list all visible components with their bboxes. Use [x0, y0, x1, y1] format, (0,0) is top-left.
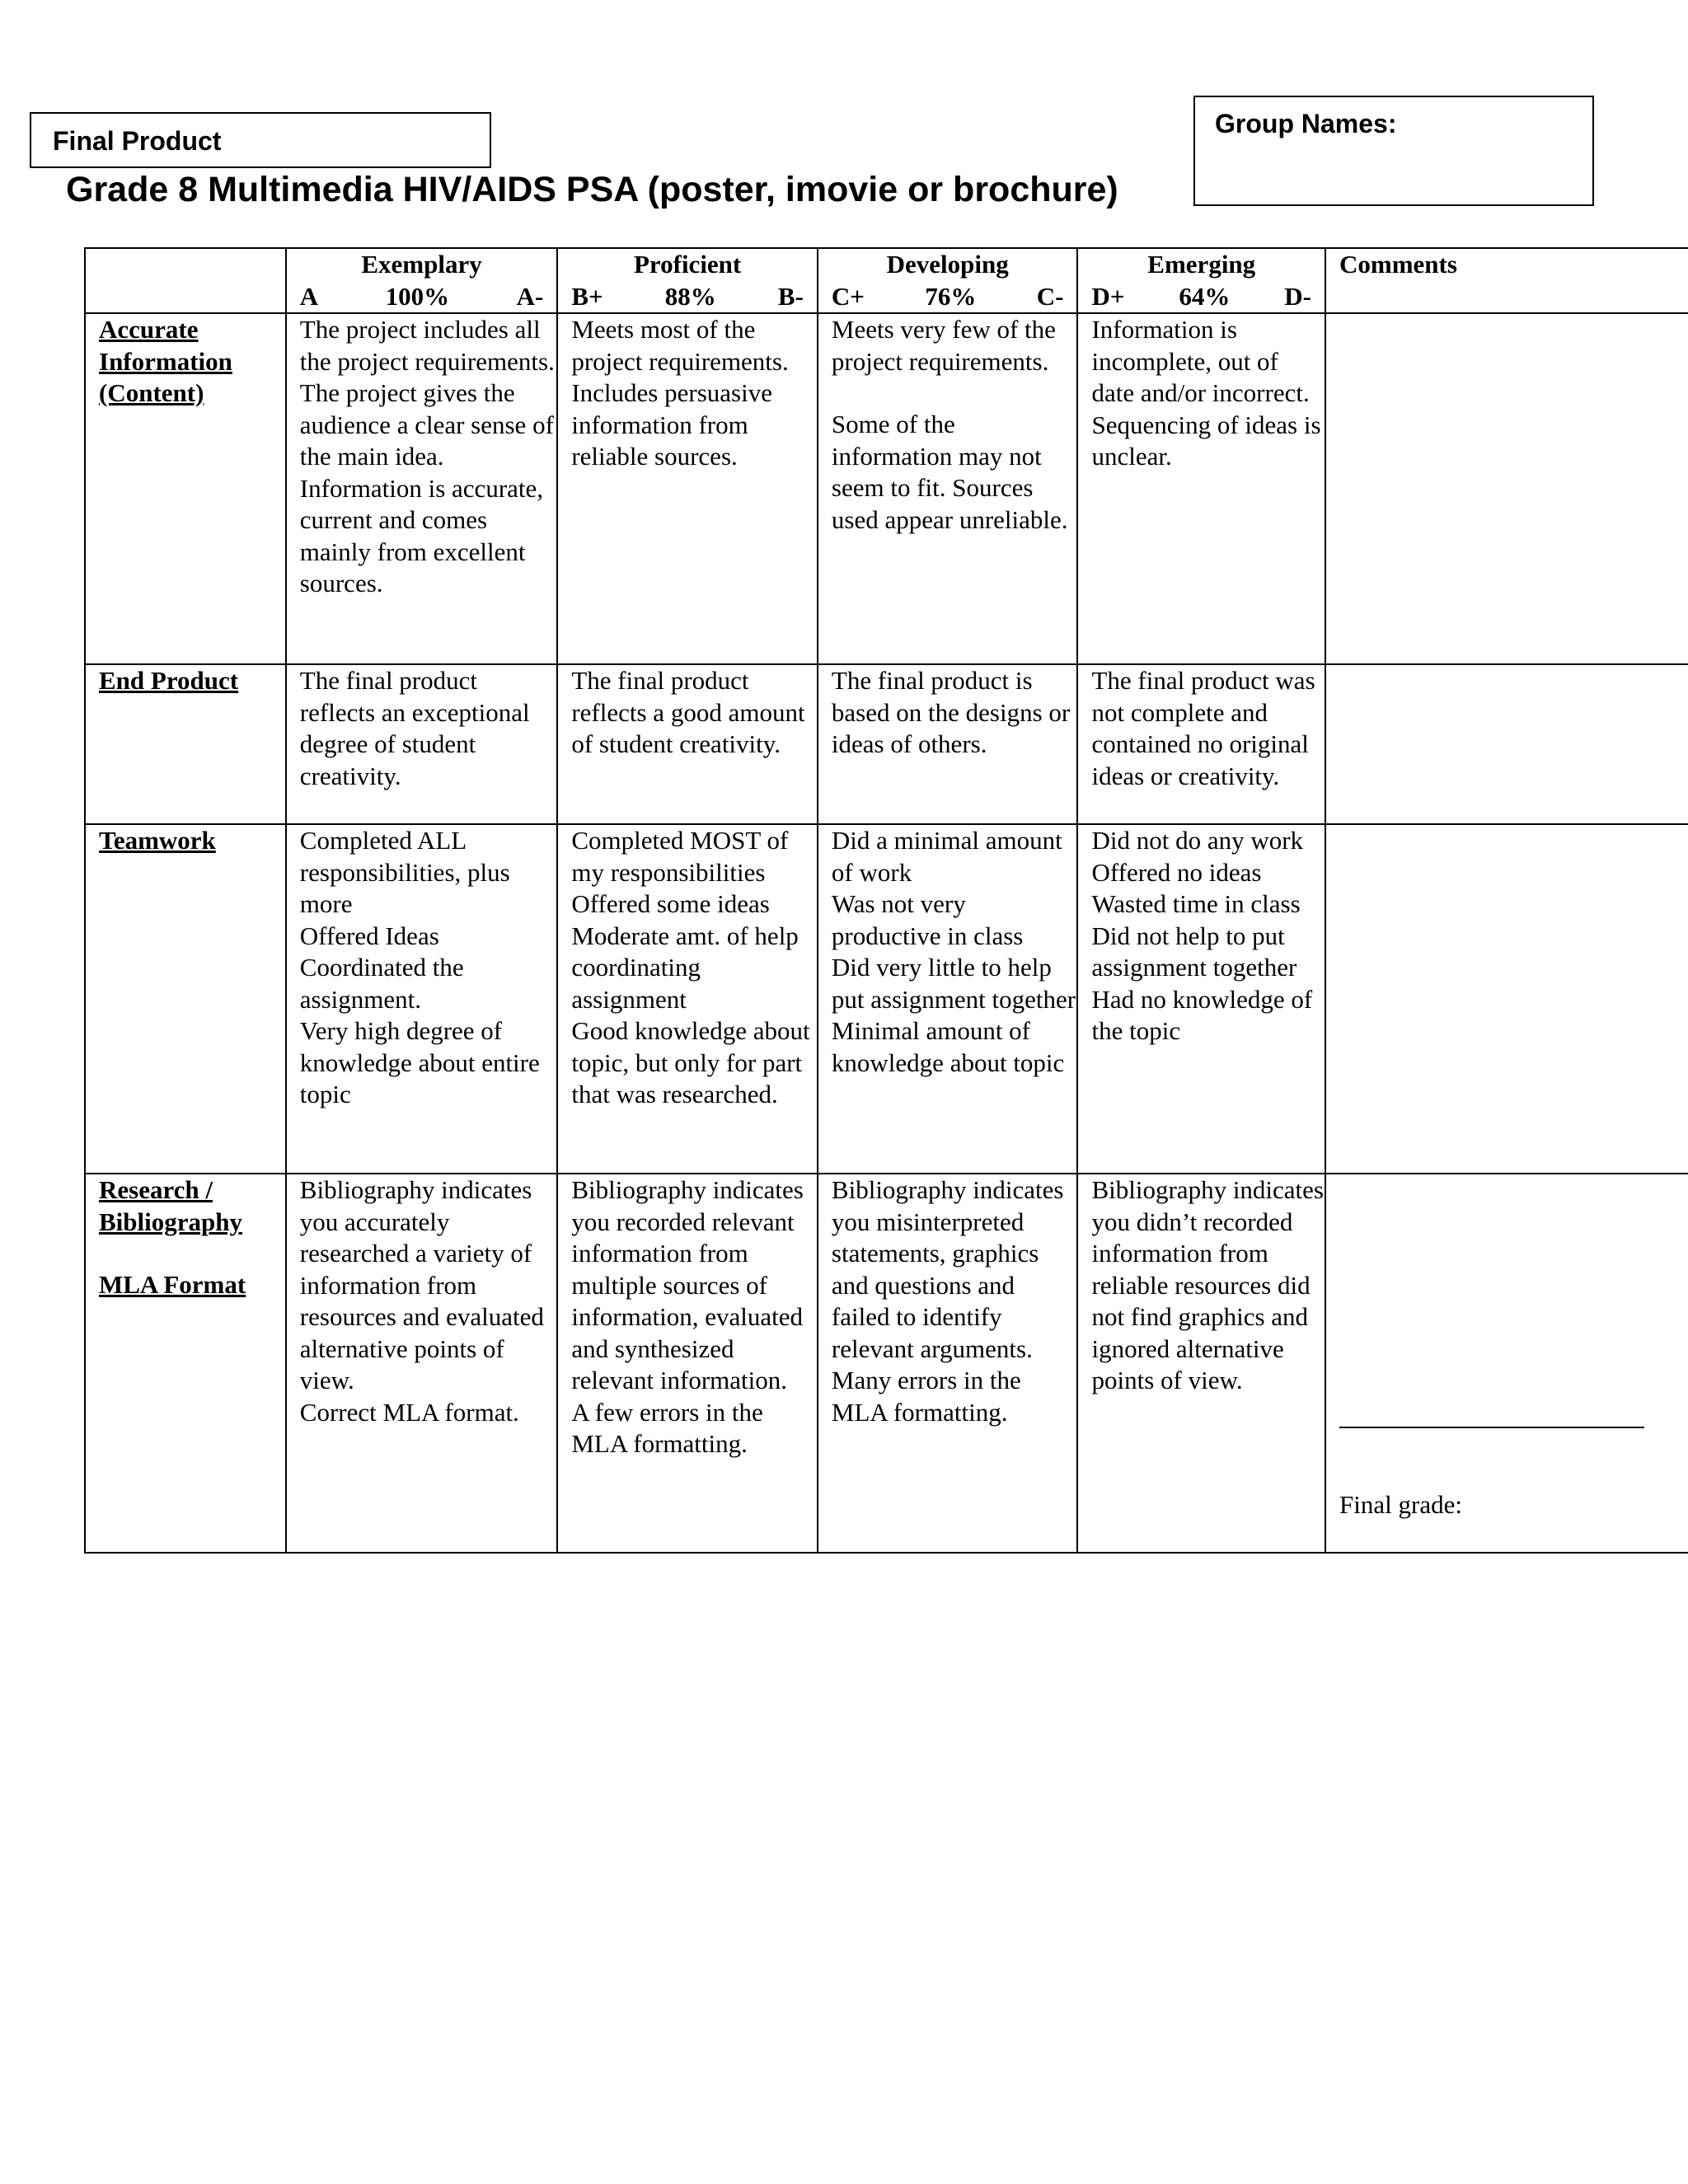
- table-row: [85, 824, 1688, 1174]
- grade-low: C-: [1036, 281, 1064, 311]
- criterion-label: Accurate Information (Content): [99, 315, 232, 407]
- grade-high: A: [299, 281, 319, 311]
- rubric-cell: The project includes all the project requirements. The project gives the audience a clear sense of the main idea. Information is accurate, current and comes mainly from excellent sources.: [286, 313, 558, 664]
- grade-high: D+: [1091, 281, 1125, 311]
- grade-pct: 100%: [385, 281, 450, 311]
- rubric-cell: Information is incomplete, out of date and/or incorrect. Sequencing of ideas is unclear.: [1077, 313, 1325, 664]
- rubric-cell: Meets most of the project requirements. Includes persuasive information from reliable sources.: [557, 313, 818, 664]
- rubric-cell: Bibliography indicates you recorded relevant information from multiple sources of information, evaluated and synthesized relevant information. A few errors in the MLA formatting.: [557, 1174, 818, 1553]
- table-row: [85, 1174, 1688, 1553]
- grade-low: D-: [1284, 281, 1311, 311]
- criterion-label: Research / Bibliography: [99, 1175, 242, 1236]
- rubric-text: Meets very few of the project requirements.: [831, 315, 1056, 376]
- level-header-exemplary: [286, 248, 558, 313]
- grade-high: B+: [571, 281, 603, 311]
- level-name: Proficient: [633, 250, 742, 279]
- grade-range: [832, 281, 1077, 313]
- final-product-label-box: [30, 112, 491, 168]
- rubric-cell: Bibliography indicates you didn’t recorded information from reliable resources did not find graphics and ignored alternative points of view.: [1077, 1174, 1325, 1553]
- rubric-cell: Bibliography indicates you misinterpreted statements, graphics and questions and failed to identify relevant arguments. Many errors in the MLA formatting.: [818, 1174, 1078, 1553]
- grade-pct: 76%: [925, 281, 977, 311]
- comments-cell: [1325, 313, 1688, 664]
- comments-header: [1325, 248, 1688, 313]
- rubric-text: Some of the information may not seem to fit. Sources used appear unreliable.: [831, 410, 1068, 534]
- level-header-developing: [818, 248, 1078, 313]
- grade-range: [571, 281, 817, 313]
- table-row: [85, 313, 1688, 664]
- rubric-cell: The final product reflects a good amount of student creativity.: [557, 664, 818, 824]
- level-name: Developing: [886, 250, 1009, 279]
- rubric-cell: Completed MOST of my responsibilities Offered some ideas Moderate amt. of help coordinating assignment Good knowledge about topic, but only for part that was researched.: [557, 824, 818, 1174]
- rubric-cell: Did not do any work Offered no ideas Wasted time in class Did not help to put assignment together Had no knowledge of the topic: [1077, 824, 1325, 1174]
- rubric-cell: Did a minimal amount of work Was not very productive in class Did very little to help put assignment together Minimal amount of knowledge about topic: [818, 824, 1078, 1174]
- criterion-label-mla: MLA Format: [99, 1270, 246, 1299]
- comments-cell: [1325, 1174, 1688, 1553]
- grade-pct: 88%: [664, 281, 716, 311]
- criterion-cell: [85, 313, 286, 664]
- level-header-proficient: [557, 248, 818, 313]
- rubric-cell: The final product was not complete and contained no original ideas or creativity.: [1077, 664, 1325, 824]
- final-grade-label: Final grade:: [1339, 1489, 1462, 1519]
- table-row: [85, 664, 1688, 824]
- criterion-cell: [85, 1174, 286, 1553]
- criterion-cell: [85, 664, 286, 824]
- comments-cell: [1325, 664, 1688, 824]
- grade-pct: 64%: [1179, 281, 1231, 311]
- criterion-cell: [85, 824, 286, 1174]
- rubric-cell: Completed ALL responsibilities, plus more Offered Ideas Coordinated the assignment. Very high degree of knowledge about entire topic: [286, 824, 558, 1174]
- blank-header-cell: [85, 248, 286, 313]
- criterion-label: Teamwork: [99, 826, 216, 855]
- grade-range: [1091, 281, 1325, 313]
- criterion-label: End Product: [99, 666, 239, 695]
- group-names-box: [1193, 96, 1594, 206]
- page-title: Grade 8 Multimedia HIV/AIDS PSA (poster, imovie or brochure): [66, 170, 1118, 209]
- grade-high: C+: [831, 281, 865, 311]
- rubric-cell: The final product is based on the designs or ideas of others.: [818, 664, 1078, 824]
- level-header-emerging: [1077, 248, 1325, 313]
- rubric-table: [84, 247, 1688, 1554]
- grade-low: B-: [777, 281, 804, 311]
- level-name: Emerging: [1147, 250, 1256, 279]
- rubric-cell: The final product reflects an exceptional degree of student creativity.: [286, 664, 558, 824]
- spacer: [832, 377, 1077, 409]
- header-row: [85, 248, 1688, 313]
- final-product-label: Final Product: [53, 126, 222, 156]
- comments-header-label: Comments: [1339, 250, 1457, 279]
- rubric-cell: Bibliography indicates you accurately researched a variety of information from resources and evaluated alternative points of view. Correct MLA format.: [286, 1174, 558, 1553]
- comments-cell: [1325, 824, 1688, 1174]
- grade-range: [300, 281, 557, 313]
- group-names-label: Group Names:: [1215, 109, 1397, 138]
- spacer: [99, 1238, 285, 1269]
- grade-low: A-: [516, 281, 544, 311]
- rubric-cell: [818, 313, 1078, 664]
- level-name: Exemplary: [361, 250, 482, 279]
- grade-signature-line: [1339, 1427, 1644, 1428]
